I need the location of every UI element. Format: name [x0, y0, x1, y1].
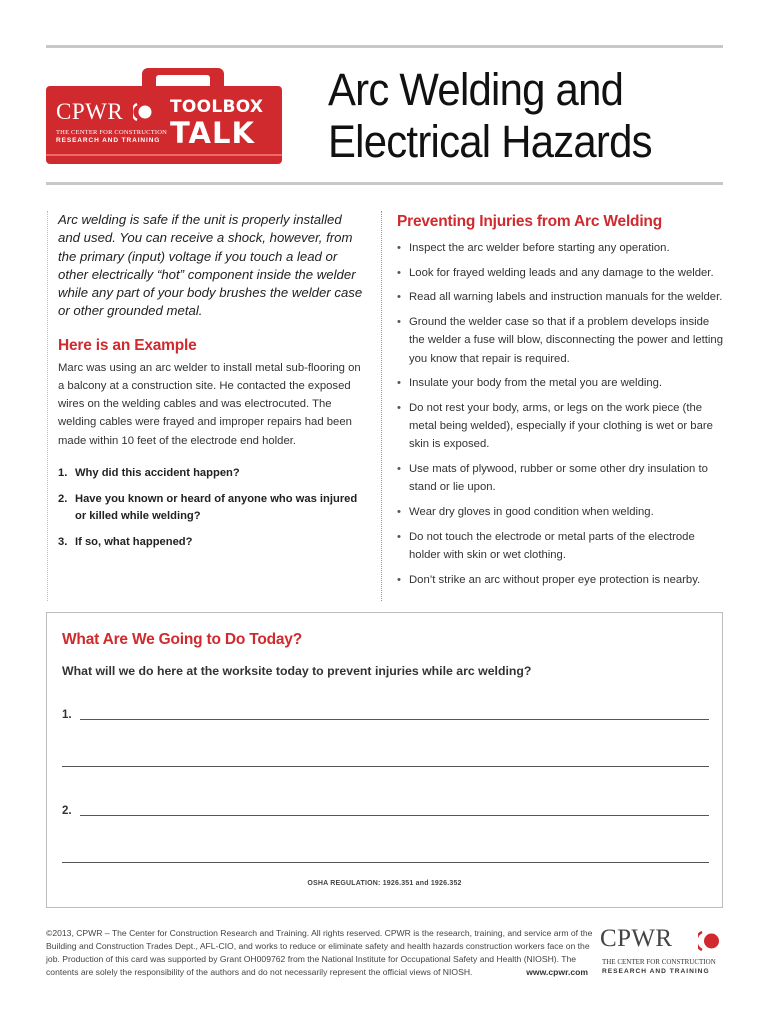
logo-subtitle-2: RESEARCH AND TRAINING [56, 137, 161, 144]
today-question: What will we do here at the worksite today to prevent injuries while arc welding? [62, 664, 532, 678]
prevention-item: • Read all warning labels and instruction manuals for the welder. [397, 288, 727, 306]
header-rule [46, 182, 723, 185]
left-column [58, 211, 366, 560]
prevention-item: • Ground the welder case so that if a problem develops inside the welder a fuse will blow, disconnecting the power and letting you know that repair is required. [397, 313, 727, 368]
prevention-item: • Look for frayed welding leads and any damage to the welder. [397, 264, 727, 282]
example-heading: Here is an Example [58, 336, 197, 354]
talk-label: TALK [170, 116, 255, 150]
title-line-1: Arc Welding and [328, 64, 624, 115]
logo-subtitle-1: THE CENTER FOR CONSTRUCTION [56, 129, 168, 136]
answer-2-number: 2. [62, 805, 72, 817]
example-story: Marc was using an arc welder to install metal sub-flooring on a balcony at a construction site. He contacted the exposed wires on the welding cables and was electrocuted. The welding cables were frayed and improper repairs had been made within 10 feet of the electrode end holder. [58, 361, 361, 447]
discussion-questions [58, 465, 366, 551]
footer-wordmark: CPWR [600, 925, 673, 952]
answer-1-continuation-line[interactable] [62, 766, 709, 767]
prevention-item: • Use mats of plywood, rubber or some other dry insulation to stand or lie upon. [397, 460, 727, 496]
prevention-item: • Inspect the arc welder before starting any operation. [397, 239, 727, 257]
footer-logo-subtitle-1: THE CENTER FOR CONSTRUCTION [602, 958, 716, 966]
question-item: 3. If so, what happened? [58, 535, 193, 548]
question-item: 1. Why did this accident happen? [58, 466, 240, 479]
prevention-item: • Do not rest your body, arms, or legs on the work piece (the metal being welded), especially if your clothing is wet or bare skin is exposed. [397, 399, 727, 454]
title-line-2: Electrical Hazards [328, 116, 652, 167]
cpwr-wordmark: CPWR [56, 99, 124, 124]
answer-1-line[interactable] [80, 719, 709, 720]
osha-regulation: OSHA REGULATION: 1926.351 and 1926.352 [307, 880, 462, 887]
footer-text: ©2013, CPWR – The Center for Construction Research and Training. All rights reserved. CPWR is the research, training, and service arm of the Building and Construction Trades Dept., AFL-CIO, and works to reduce or eliminate safety and health hazards construction workers face on the job. Production of this card was supported by Grant OH009762 from the National Institute for Occupational Safety and Health (NIOSH). The contents are solely the responsibility of the authors and do not necessarily represent the official views of NIOSH. [46, 928, 593, 977]
question-item: 2. Have you known or heard of anyone who was injured or killed while welding? [58, 492, 358, 522]
cpwr-mark-icon [133, 102, 153, 122]
action-plan-box [46, 612, 723, 908]
website-link[interactable]: www.cpwr.com [526, 967, 588, 977]
preventing-heading: Preventing Injuries from Arc Welding [397, 213, 662, 230]
left-dotted-divider [47, 211, 48, 601]
prevention-item: • Do not touch the electrode or metal parts of the electrode holder with skin or wet clothing. [397, 528, 727, 564]
top-rule [46, 45, 723, 48]
prevention-list [397, 239, 727, 589]
prevention-item: • Insulate your body from the metal you are welding. [397, 374, 727, 392]
answer-2-line[interactable] [80, 815, 709, 816]
footer-cpwr-logo [600, 925, 724, 981]
toolbox-label: TOOLBOX [170, 97, 264, 117]
cpwr-mark-icon [698, 930, 720, 952]
prevention-item: • Wear dry gloves in good condition when welding. [397, 503, 727, 521]
answer-1-number: 1. [62, 709, 72, 721]
page-title [328, 64, 700, 168]
column-dotted-divider [381, 211, 382, 601]
toolbox-talk-logo [46, 68, 282, 164]
toolbox-handle [142, 68, 224, 88]
prevention-item: • Don’t strike an arc without proper eye protection is nearby. [397, 571, 727, 589]
footer-logo-subtitle-2: RESEARCH AND TRAINING [602, 968, 710, 975]
right-column [397, 213, 727, 595]
footer-copyright [46, 927, 594, 979]
today-heading: What Are We Going to Do Today? [62, 631, 302, 648]
intro-paragraph: Arc welding is safe if the unit is properly installed and used. You can receive a shock, however, from the primary (input) voltage if you touch a lead or other electrically “hot” component inside the welder while any part of your body brushes the welder case or other grounded metal. [58, 212, 363, 319]
answer-2-continuation-line[interactable] [62, 862, 709, 863]
